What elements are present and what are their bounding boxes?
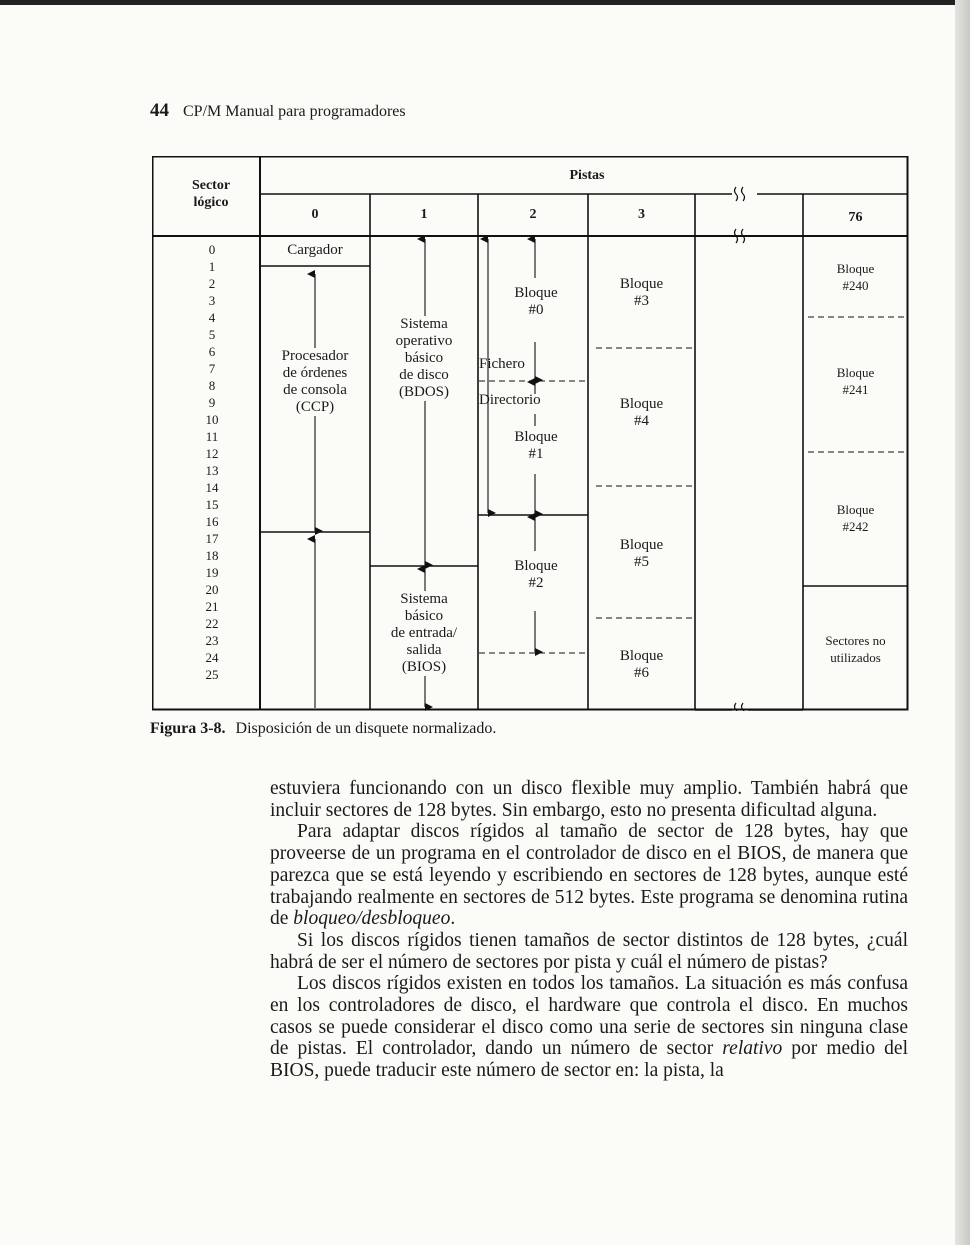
- block-2-line: Bloque: [514, 558, 558, 574]
- sector-number: 24: [205, 650, 219, 665]
- sector-number: 7: [208, 361, 216, 376]
- paragraph-2-end: .: [450, 908, 456, 930]
- block-242-line: #242: [842, 519, 869, 534]
- caption-label: Figura 3-8.: [150, 720, 226, 737]
- block-2-line: #2: [528, 575, 544, 591]
- paragraph-2-emphasis: bloqueo/desbloqueo: [293, 908, 451, 930]
- caption-text: Disposición de un disquete normalizado.: [235, 720, 497, 737]
- paragraph-4-text: Los discos rígidos existen en todos los tamaños. La situación es más confusa en los controladores de disco, el hardware que controla el disco. En muchos casos se puede considerar el disco como una serie de sectores sin ninguna clase de pistas. El controlador, dando un número de sector: [270, 973, 908, 1060]
- sector-number: 20: [205, 582, 219, 597]
- paragraph-1: estuviera funcionando con un disco flexible muy amplio. También habrá que incluir sectores de 128 bytes. Sin embargo, esto no presenta dificultad alguna.: [270, 778, 908, 821]
- page-edge-shadow: [955, 0, 970, 1245]
- file-label: Fichero: [479, 356, 525, 372]
- block-6-line: #6: [634, 665, 649, 681]
- sector-number: 15: [205, 497, 219, 512]
- top-edge-rule: [0, 0, 970, 5]
- paragraph-4-end: por medio del BIOS, puede traducir este número de sector en: la pista, la: [270, 1038, 908, 1082]
- block-5-line: Bloque: [619, 537, 664, 553]
- sector-number: 13: [205, 463, 219, 478]
- block-5-label: [588, 537, 695, 571]
- bdos-line: básico: [404, 350, 444, 366]
- block-242-line: Bloque: [836, 502, 875, 517]
- paragraph-2-text: Para adaptar discos rígidos al tamaño de sector de 128 bytes, hay que proveerse de un programa en el controlador de disco en el BIOS, de manera que parezca que se está leyendo y escribiendo en sectores de 128 bytes, aunque esté trabajando realmente en sectores de 512 bytes. Este programa se denomina rutina de: [270, 821, 908, 930]
- ccp-line: (CCP): [295, 399, 335, 415]
- sector-number: 3: [208, 293, 216, 308]
- body-text: [270, 778, 908, 1082]
- block-241-label: [803, 364, 908, 398]
- sector-number: 17: [205, 531, 219, 546]
- block-5-line: #5: [634, 554, 649, 570]
- sector-number: 25: [205, 667, 219, 682]
- block-240-label: [803, 260, 908, 294]
- sector-number: 8: [208, 378, 216, 393]
- bios-label: [370, 591, 478, 676]
- bdos-line: Sistema: [400, 316, 448, 332]
- bdos-label: [370, 316, 478, 401]
- sector-number: 19: [205, 565, 219, 580]
- ccp-line: Procesador: [281, 348, 349, 364]
- sector-number: 16: [205, 514, 219, 529]
- bdos-line: (BDOS): [398, 384, 449, 400]
- paragraph-3: Si los discos rígidos tienen tamaños de sector distintos de 128 bytes, ¿cuál habrá de ser el número de sectores por pista y cuál el número de pistas?: [270, 929, 908, 973]
- unused-sectors-line: utilizados: [830, 650, 881, 665]
- bdos-line: operativo: [395, 333, 453, 349]
- block-0-label: [502, 285, 570, 319]
- paragraph-4: [270, 973, 908, 1082]
- block-3-label: [588, 276, 695, 310]
- sector-number: 1: [208, 259, 216, 274]
- block-4-line: #4: [634, 413, 649, 429]
- sector-number: 22: [205, 616, 219, 631]
- sector-number: 14: [205, 480, 219, 495]
- sector-number: 23: [205, 633, 219, 648]
- unused-sectors-line: Sectores no: [825, 633, 886, 648]
- block-241-line: Bloque: [836, 365, 875, 380]
- sector-number: 0: [208, 242, 216, 257]
- block-0-line: Bloque: [514, 285, 558, 301]
- block-6-line: Bloque: [619, 648, 664, 664]
- sector-number: 6: [208, 344, 216, 359]
- track-label-0: 0: [311, 207, 319, 222]
- sector-number: 11: [205, 429, 219, 444]
- block-1-line: Bloque: [514, 429, 558, 445]
- tracks-header: Pistas: [569, 168, 605, 183]
- block-3-line: #3: [634, 293, 649, 309]
- sector-number-list: [192, 241, 232, 683]
- ccp-line: de consola: [283, 382, 347, 398]
- bios-line: salida: [406, 642, 442, 658]
- sector-number: 18: [205, 548, 219, 563]
- block-240-line: #240: [842, 278, 869, 293]
- sector-number: 2: [208, 276, 216, 291]
- block-6-label: [588, 648, 695, 682]
- sector-number: 9: [208, 395, 216, 410]
- paragraph-4-emphasis: relativo: [722, 1038, 783, 1060]
- block-1-line: #1: [528, 446, 544, 462]
- ccp-line: de órdenes: [282, 365, 348, 381]
- sector-header-line-2: lógico: [193, 195, 229, 210]
- disk-layout-figure: [152, 156, 909, 711]
- paragraph-2: [270, 821, 908, 930]
- directory-label: Directorio: [479, 392, 541, 408]
- block-4-label: [588, 396, 695, 430]
- track-label-1: 1: [420, 207, 428, 222]
- loader-label: Cargador: [287, 242, 343, 258]
- block-1-label: [498, 429, 574, 463]
- track-label-3: 3: [638, 207, 645, 222]
- bdos-line: de disco: [399, 367, 449, 383]
- block-2-label: [498, 558, 574, 592]
- page-number: 44: [150, 100, 169, 121]
- bios-line: (BIOS): [401, 659, 447, 675]
- sector-number: 4: [208, 310, 216, 325]
- sector-number: 5: [208, 327, 216, 342]
- sector-number: 12: [205, 446, 219, 461]
- bios-line: Sistema: [400, 591, 448, 607]
- running-head: [150, 100, 406, 122]
- track-label-2: 2: [529, 207, 537, 222]
- bios-line: de entrada/: [390, 625, 458, 641]
- sector-header: [172, 177, 250, 211]
- sector-number: 21: [205, 599, 219, 614]
- bios-line: básico: [404, 608, 444, 624]
- block-242-label: [803, 501, 908, 535]
- block-0-line: #0: [528, 302, 544, 318]
- block-240-line: Bloque: [836, 261, 875, 276]
- block-3-line: Bloque: [619, 276, 664, 292]
- running-title: CP/M Manual para programadores: [183, 103, 406, 120]
- track-label-76: 76: [848, 210, 863, 225]
- block-4-line: Bloque: [619, 396, 664, 412]
- ccp-label: [260, 348, 370, 416]
- block-241-line: #241: [842, 382, 869, 397]
- unused-sectors-label: [803, 632, 908, 666]
- sector-number: 10: [205, 412, 219, 427]
- sector-header-line-1: Sector: [191, 178, 231, 193]
- figure-caption: [150, 720, 496, 738]
